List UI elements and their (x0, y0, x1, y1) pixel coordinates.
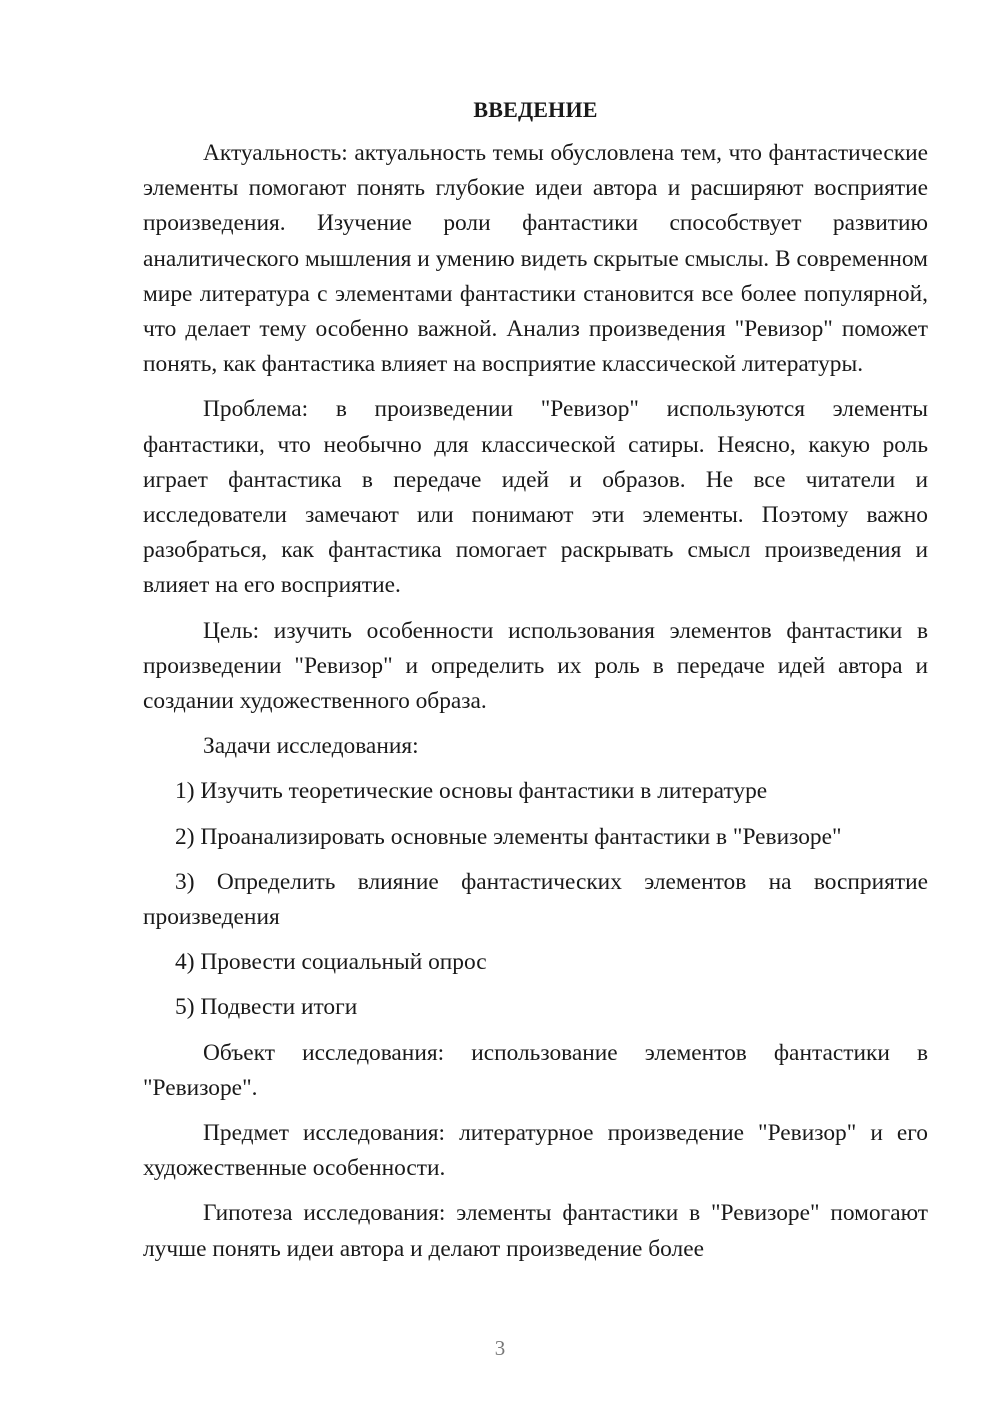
relevance-paragraph: Актуальность: актуальность темы обусловлена тем, что фантастические элементы помогают понять глубокие идеи автора и расширяют восприятие произведения. Изучение роли фантастики способствует развитию аналитического мышления и умению видеть скрытые смыслы. В современном мире литература с элементами фантастики становится все более популярной, что делает тему особенно важной. Анализ произведения "Ревизор" поможет понять, как фантастика влияет на восприятие классической литературы. (143, 140, 928, 378)
page-content (143, 95, 928, 1277)
tasks-heading: Задачи исследования: (203, 733, 419, 760)
task-item-3: 3) Определить влияние фантастических элементов на восприятие произведения (143, 868, 928, 931)
task-item-2: 2) Проанализировать основные элементы фантастики в "Ревизоре" (175, 823, 842, 850)
problem-paragraph: Проблема: в произведении "Ревизор" используются элементы фантастики, что необычно для классической сатиры. Неясно, какую роль играет фантастика в передаче идей и образов. Не все читатели и исследователи замечают или понимают эти элементы. Поэтому важно разобраться, как фантастика помогает раскрывать смысл произведения и влияет на его восприятие. (143, 396, 928, 599)
hypothesis-paragraph: Гипотеза исследования: элементы фантастики в "Ревизоре" помогают лучше понять идеи автора и делают произведение более (143, 1200, 928, 1262)
task-item-4: 4) Провести социальный опрос (175, 949, 487, 976)
page-number: 3 (494, 1336, 506, 1360)
task-item-5: 5) Подвести итоги (175, 994, 358, 1021)
subject-paragraph: Предмет исследования: литературное произведение "Ревизор" и его художественные особенности. (143, 1120, 928, 1182)
goal-paragraph: Цель: изучить особенности использования элементов фантастики в произведении "Ревизор" и определить их роль в передаче идей автора и создании художественного образа. (143, 617, 928, 715)
task-item-1: 1) Изучить теоретические основы фантастики в литературе (175, 778, 768, 805)
object-paragraph: Объект исследования: использование элементов фантастики в "Ревизоре". (143, 1039, 928, 1101)
section-title: ВВЕДЕНИЕ (473, 97, 598, 122)
